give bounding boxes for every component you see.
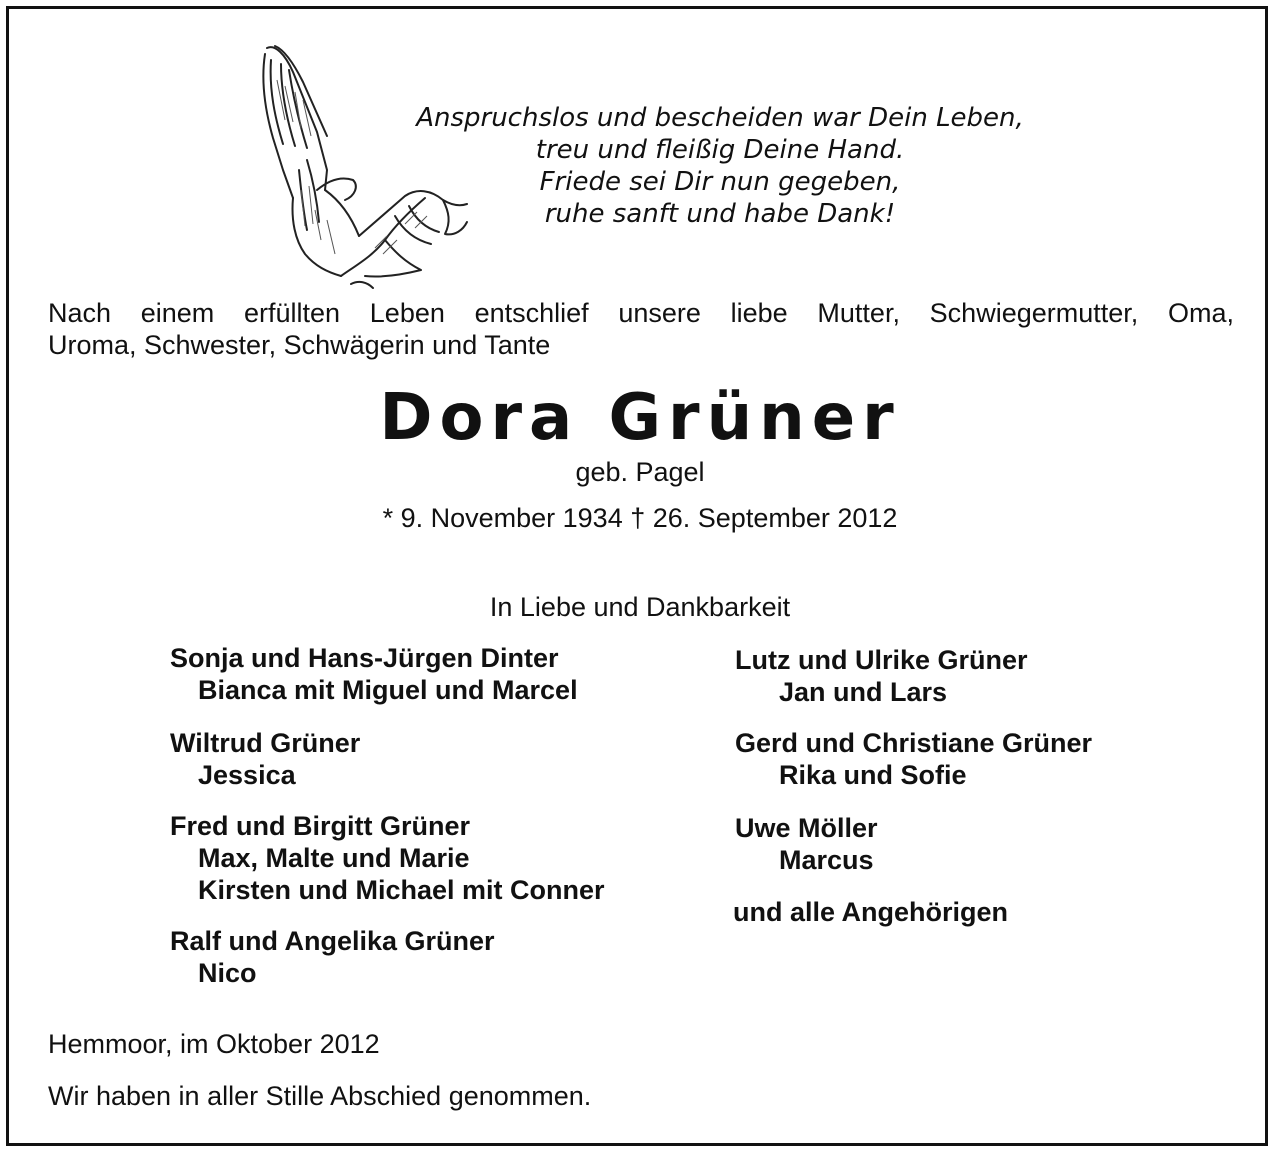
- mourner-group: [735, 727, 1092, 791]
- closing-note: Wir haben in aller Stille Abschied genommen.: [48, 1081, 592, 1111]
- mourner-main: und alle Angehörigen: [733, 897, 1009, 927]
- mourner-sub: Jessica: [198, 760, 296, 790]
- maiden-name: geb. Pagel: [575, 457, 705, 487]
- mourner-group: [170, 925, 495, 989]
- mourner-main: Lutz und Ulrike Grüner: [735, 645, 1028, 675]
- poem-line: Friede sei Dir nun gegeben,: [539, 167, 901, 197]
- mourner-group: [735, 812, 878, 876]
- poem-line: Anspruchslos und bescheiden war Dein Leben,: [416, 103, 1024, 133]
- mourner-sub: Jan und Lars: [779, 677, 948, 707]
- life-dates: * 9. November 1934 † 26. September 2012: [382, 503, 898, 533]
- place-date: Hemmoor, im Oktober 2012: [48, 1029, 380, 1059]
- intro-line-1: Nach einem erfüllten Leben entschlief unsere liebe Mutter, Schwiegermutter, Oma,: [48, 298, 1234, 328]
- mourner-sub: Bianca mit Miguel und Marcel: [198, 675, 578, 705]
- mourner-main: Fred und Birgitt Grüner: [170, 811, 470, 841]
- intro-text: [48, 297, 1234, 361]
- mourner-group: [170, 642, 578, 706]
- mourner-main: Uwe Möller: [735, 813, 878, 843]
- mourner-main: Gerd und Christiane Grüner: [735, 728, 1093, 758]
- mourner-sub: Marcus: [779, 845, 874, 875]
- mourner-main: Sonja und Hans-Jürgen Dinter: [170, 643, 559, 673]
- mourner-group: [170, 727, 360, 791]
- mourner-group: [733, 896, 1008, 928]
- deceased-name: Dora Grüner: [379, 381, 901, 455]
- mourner-main: Ralf und Angelika Grüner: [170, 926, 495, 956]
- intro-line-2: Uroma, Schwester, Schwägerin und Tante: [48, 330, 551, 360]
- mourner-sub: Nico: [198, 958, 257, 988]
- dedication: In Liebe und Dankbarkeit: [489, 592, 791, 622]
- poem: [380, 102, 1060, 230]
- mourner-sub: Kirsten und Michael mit Conner: [198, 875, 605, 905]
- mourner-sub: Max, Malte und Marie: [198, 843, 470, 873]
- poem-line: ruhe sanft und habe Dank!: [544, 199, 896, 229]
- mourner-sub: Rika und Sofie: [779, 760, 967, 790]
- mourner-group: [735, 644, 1028, 708]
- poem-line: treu und fleißig Deine Hand.: [535, 135, 905, 165]
- mourner-group: [170, 810, 605, 906]
- mourner-main: Wiltrud Grüner: [170, 728, 361, 758]
